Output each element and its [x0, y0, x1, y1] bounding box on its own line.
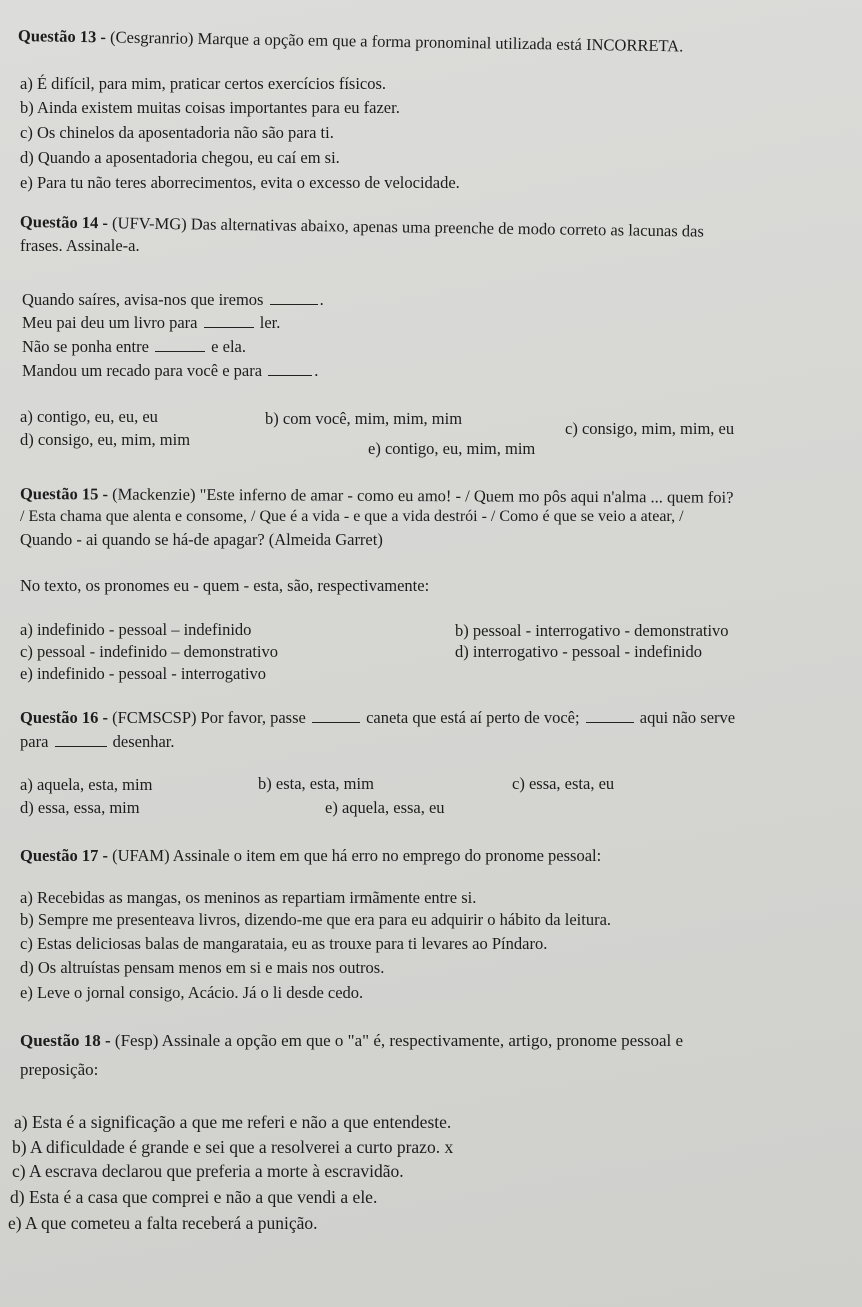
q18-option-d: d) Esta é a casa que comprei e não a que vendi a ele.: [10, 1187, 378, 1207]
q13-option-e: e) Para tu não teres aborrecimentos, evita o excesso de velocidade.: [20, 173, 460, 192]
q16-line2: [20, 732, 175, 752]
q17-option-a: a) Recebidas as mangas, os meninos as repartiam irmãmente entre si.: [20, 888, 477, 907]
q16-option-a: a) aquela, esta, mim: [20, 775, 153, 794]
q13-option-c: c) Os chinelos da aposentadoria não são para ti.: [20, 123, 334, 142]
q14-option-c: c) consigo, mim, mim, eu: [565, 419, 735, 438]
q13-option-a: a) É difícil, para mim, praticar certos exercícios físicos.: [20, 74, 387, 93]
q13-option-b: b) Ainda existem muitas coisas importantes para eu fazer.: [20, 98, 400, 117]
q15-heading: [20, 484, 734, 508]
q14-text1: (UFV-MG) Das alternativas abaixo, apenas uma preenche de modo correto as lacunas das: [111, 213, 705, 241]
q14-sentence-3-text: Não se ponha entre: [22, 337, 149, 356]
q14-title: Questão 14 -: [19, 212, 113, 233]
q17-title: Questão 17 -: [20, 846, 113, 865]
q13-text: (Cesgranrio) Marque a opção em que a forma pronominal utilizada está INCORRETA.: [109, 27, 684, 56]
q18-option-a: a) Esta é a significação a que me referi e não a que entendeste.: [14, 1112, 452, 1132]
q16-blank-1: [312, 708, 360, 723]
q14-sentence-3-end: e ela.: [211, 337, 246, 356]
q16-text-b: caneta que está aí perto de você;: [366, 708, 580, 727]
q14-option-d: d) consigo, eu, mim, mim: [20, 430, 191, 449]
q14-option-a: a) contigo, eu, eu, eu: [20, 407, 158, 426]
q16-option-e: e) aquela, essa, eu: [325, 798, 445, 817]
q14-blank-4: [268, 361, 312, 376]
q18-text1: (Fesp) Assinale a opção em que o "a" é, respectivamente, artigo, pronome pessoal e: [114, 1031, 684, 1050]
q16-text-e: desenhar.: [112, 732, 175, 751]
q17-option-c: c) Estas deliciosas balas de mangarataia, eu as trouxe para ti levares ao Píndaro.: [20, 934, 548, 953]
q16-text-a: (FCMSCSP) Por favor, passe: [112, 708, 306, 727]
q15-question: No texto, os pronomes eu - quem - esta, são, respectivamente:: [20, 576, 430, 595]
q14-sentence-4: [22, 361, 318, 381]
q14-blank-1: [270, 290, 318, 305]
q14-sentence-1-text: Quando saíres, avisa-nos que iremos: [22, 290, 264, 309]
q16-blank-3: [55, 732, 107, 747]
q13-option-d: d) Quando a aposentadoria chegou, eu caí em si.: [20, 148, 340, 167]
q17-option-d: d) Os altruístas pensam menos em si e mais nos outros.: [20, 958, 385, 977]
q15-text1: (Mackenzie) "Este inferno de amar - como eu amo! - / Quem mo pôs aqui n'alma ... quem foi?: [112, 484, 734, 507]
q17-option-b: b) Sempre me presenteava livros, dizendo-me que era para eu adquirir o hábito da leitura.: [20, 910, 612, 929]
q15-option-d: d) interrogativo - pessoal - indefinido: [455, 642, 702, 661]
q14-sentence-3: [22, 337, 246, 357]
q18-heading: [20, 1031, 683, 1051]
q14-sentence-2: [22, 313, 280, 333]
q15-title: Questão 15 -: [19, 484, 113, 504]
q17-option-e: e) Leve o jornal consigo, Acácio. Já o li desde cedo.: [20, 983, 364, 1002]
q15-option-c: c) pessoal - indefinido – demonstrativo: [20, 642, 278, 661]
q14-option-b: b) com você, mim, mim, mim: [265, 409, 463, 428]
q14-sentence-2-text: Meu pai deu um livro para: [22, 313, 198, 332]
q15-option-e: e) indefinido - pessoal - interrogativo: [20, 664, 267, 683]
q14-blank-3: [155, 337, 205, 352]
q18-title: Questão 18 -: [20, 1031, 115, 1050]
q15-option-a: a) indefinido - pessoal – indefinido: [20, 620, 252, 639]
q16-text-d: para: [20, 732, 49, 751]
q14-sentence-1: [22, 290, 324, 310]
q14-sentence-1-end: .: [319, 290, 324, 309]
q16-option-b: b) esta, esta, mim: [258, 774, 374, 793]
q15-text3: Quando - ai quando se há-de apagar? (Almeida Garret): [20, 530, 383, 549]
q15-text2: / Esta chama que alenta e consome, / Que é a vida - e que a vida destrói - / Como é que se veio a atear, /: [20, 508, 684, 525]
q18-option-c: c) A escrava declarou que preferia a morte à escravidão.: [12, 1161, 404, 1181]
q16-heading: [20, 708, 735, 728]
q14-text2: frases. Assinale-a.: [20, 236, 140, 255]
q16-text-c: aqui não serve: [639, 708, 736, 727]
q14-sentence-4-text: Mandou um recado para você e para: [22, 361, 263, 380]
q17-text: (UFAM) Assinale o item em que há erro no emprego do pronome pessoal:: [112, 846, 602, 865]
q16-option-d: d) essa, essa, mim: [20, 798, 140, 817]
q14-option-e: e) contigo, eu, mim, mim: [368, 439, 536, 458]
q18-text2: preposição:: [20, 1060, 99, 1079]
q14-blank-2: [204, 313, 254, 328]
q14-sentence-4-end: .: [314, 361, 319, 380]
q17-heading: [20, 846, 601, 866]
q16-option-c: c) essa, esta, eu: [512, 774, 615, 793]
q15-option-b: b) pessoal - interrogativo - demonstrativo: [455, 621, 729, 640]
q13-heading: [18, 26, 684, 56]
q13-title: Questão 13 -: [17, 26, 111, 47]
q16-title: Questão 16 -: [20, 708, 113, 727]
q16-blank-2: [586, 708, 634, 723]
q18-option-e: e) A que cometeu a falta receberá a punição.: [8, 1213, 318, 1233]
q18-option-b: b) A dificuldade é grande e sei que a resolverei a curto prazo. x: [12, 1137, 454, 1157]
q14-sentence-2-end: ler.: [259, 313, 281, 332]
